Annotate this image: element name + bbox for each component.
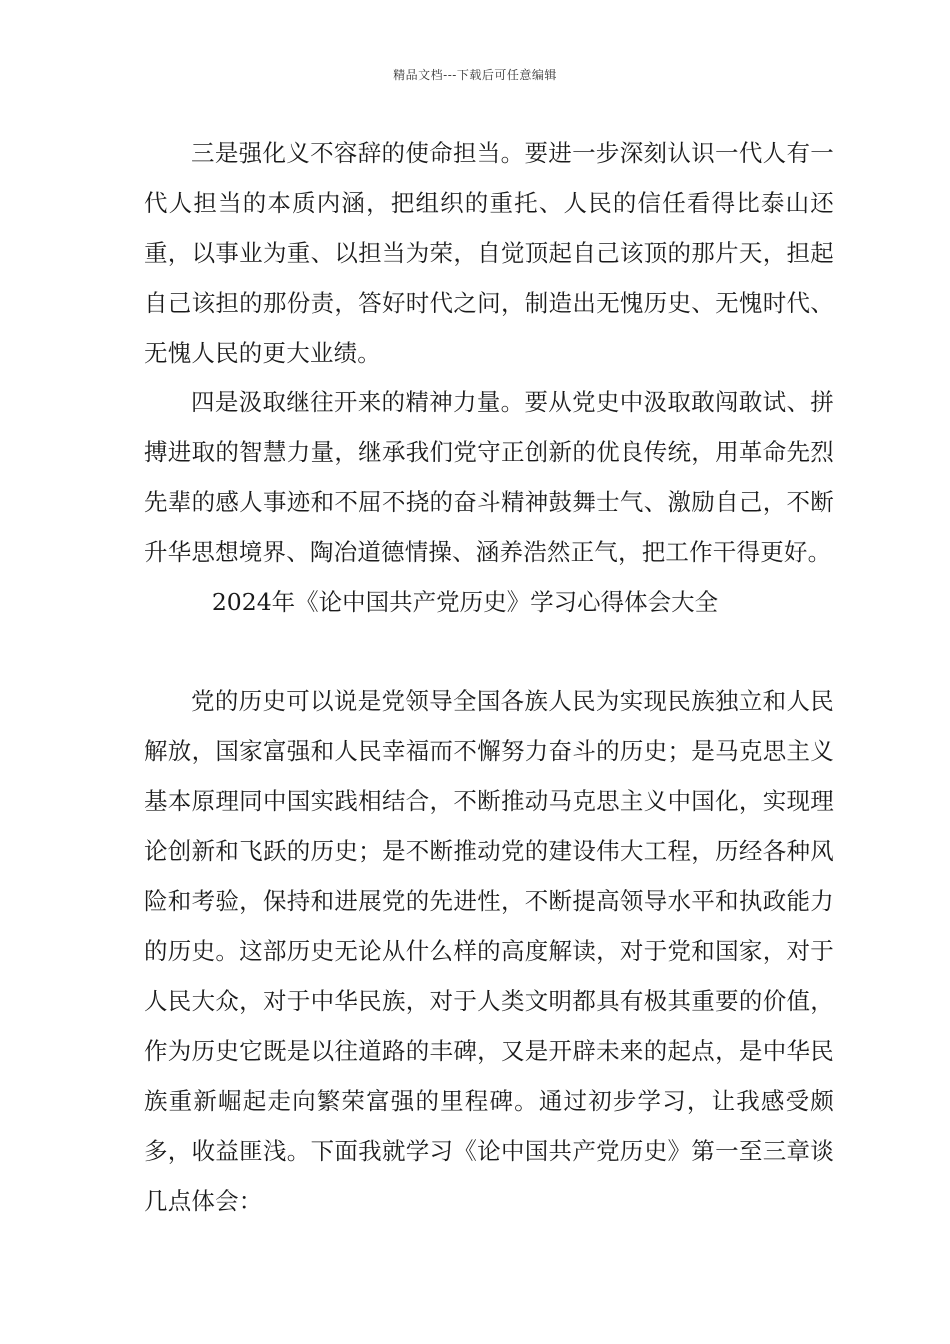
section-title: 2024年《论中国共产党历史》学习心得体会大全 — [211, 588, 719, 616]
paragraph-spiritual-strength: 四是汲取继往开来的精神力量。要从党史中汲取敢闯敢试、拼搏进取的智慧力量，继承我们党守正创新的优良传统，用革命先烈先辈的感人事迹和不屈不挠的奋斗精神鼓舞士气、激励自己，不断升华思想境界、陶冶道德情操、涵养浩然正气，把工作干得更好。 — [144, 388, 834, 566]
paragraph-party-history: 党的历史可以说是党领导全国各族人民为实现民族独立和人民解放，国家富强和人民幸福而不懈努力奋斗的历史；是马克思主义基本原理同中国实践相结合，不断推动马克思主义中国化，实现理论创新和飞跃的历史；是不断推动党的建设伟大工程，历经各种风险和考验，保持和进展党的先进性，不断提高领导水平和执政能力的历史。这部历史无论从什么样的高度解读，对于党和国家，对于人民大众，对于中华民族，对于人类文明都具有极其重要的价值，作为历史它既是以往道路的丰碑，又是开辟未来的起点，是中华民族重新崛起走向繁荣富强的里程碑。通过初步学习，让我感受颇多，收益匪浅。下面我就学习《论中国共产党历史》第一至三章谈几点体会： — [144, 687, 834, 1215]
paragraph-mission-responsibility: 三是强化义不容辞的使命担当。要进一步深刻认识一代人有一代人担当的本质内涵，把组织的重托、人民的信任看得比泰山还重，以事业为重、以担当为荣，自觉顶起自己该顶的那片天，担起自己该担的那份责，答好时代之问，制造出无愧历史、无愧时代、无愧人民的更大业绩。 — [144, 139, 834, 367]
page-header: 精品文档---下载后可任意编辑 — [393, 68, 557, 82]
